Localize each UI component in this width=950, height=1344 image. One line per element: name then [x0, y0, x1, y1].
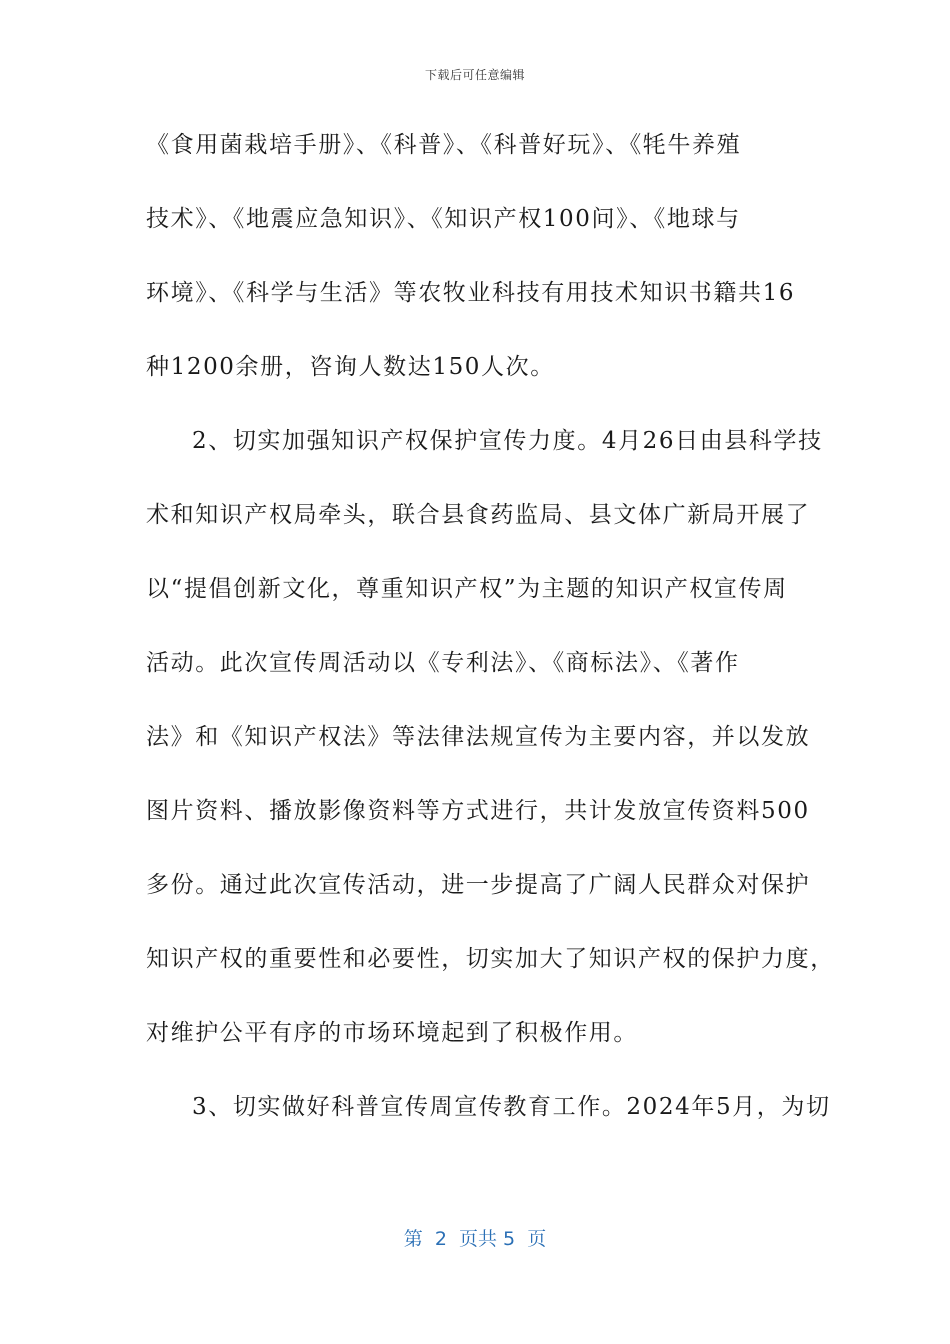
text-line: 对维护公平有序的市场环境起到了积极作用。 — [146, 1020, 638, 1046]
page-header: 下载后可任意编辑 — [424, 68, 525, 82]
paragraph-start-line: 2、切实加强知识产权保护宣传力度。4月26日由县科学技 — [192, 428, 823, 454]
text-line: 《食用菌栽培手册》、《科普》、《科普好玩》、《牦牛养殖 — [146, 132, 742, 158]
text-line: 知识产权的重要性和必要性，切实加大了知识产权的保护力度， — [146, 946, 835, 972]
document-body — [146, 120, 835, 1156]
text-line: 活动。此次宣传周活动以《专利法》、《商标法》、《著作 — [146, 650, 740, 676]
text-line: 技术》、《地震应急知识》、《知识产权100问》、《地球与 — [146, 206, 741, 232]
text-line: 以“提倡创新文化，尊重知识产权”为主题的知识产权宣传周 — [146, 576, 788, 602]
text-line: 术和知识产权局牵头，联合县食药监局、县文体广新局开展了 — [146, 502, 811, 528]
text-line: 环境》、《科学与生活》等农牧业科技有用技术知识书籍共16 — [146, 280, 796, 306]
paragraph-start-line: 3、切实做好科普宣传周宣传教育工作。2024年5月，为切 — [192, 1094, 831, 1120]
page-number-footer: 第 2 页共 5 页 — [403, 1228, 547, 1250]
text-line: 多份。通过此次宣传活动，进一步提高了广阔人民群众对保护 — [146, 872, 811, 898]
text-line: 种1200余册，咨询人数达150人次。 — [146, 354, 555, 380]
text-line: 法》和《知识产权法》等法律法规宣传为主要内容，并以发放 — [146, 724, 811, 750]
text-line: 图片资料、播放影像资料等方式进行，共计发放宣传资料500 — [146, 798, 810, 824]
